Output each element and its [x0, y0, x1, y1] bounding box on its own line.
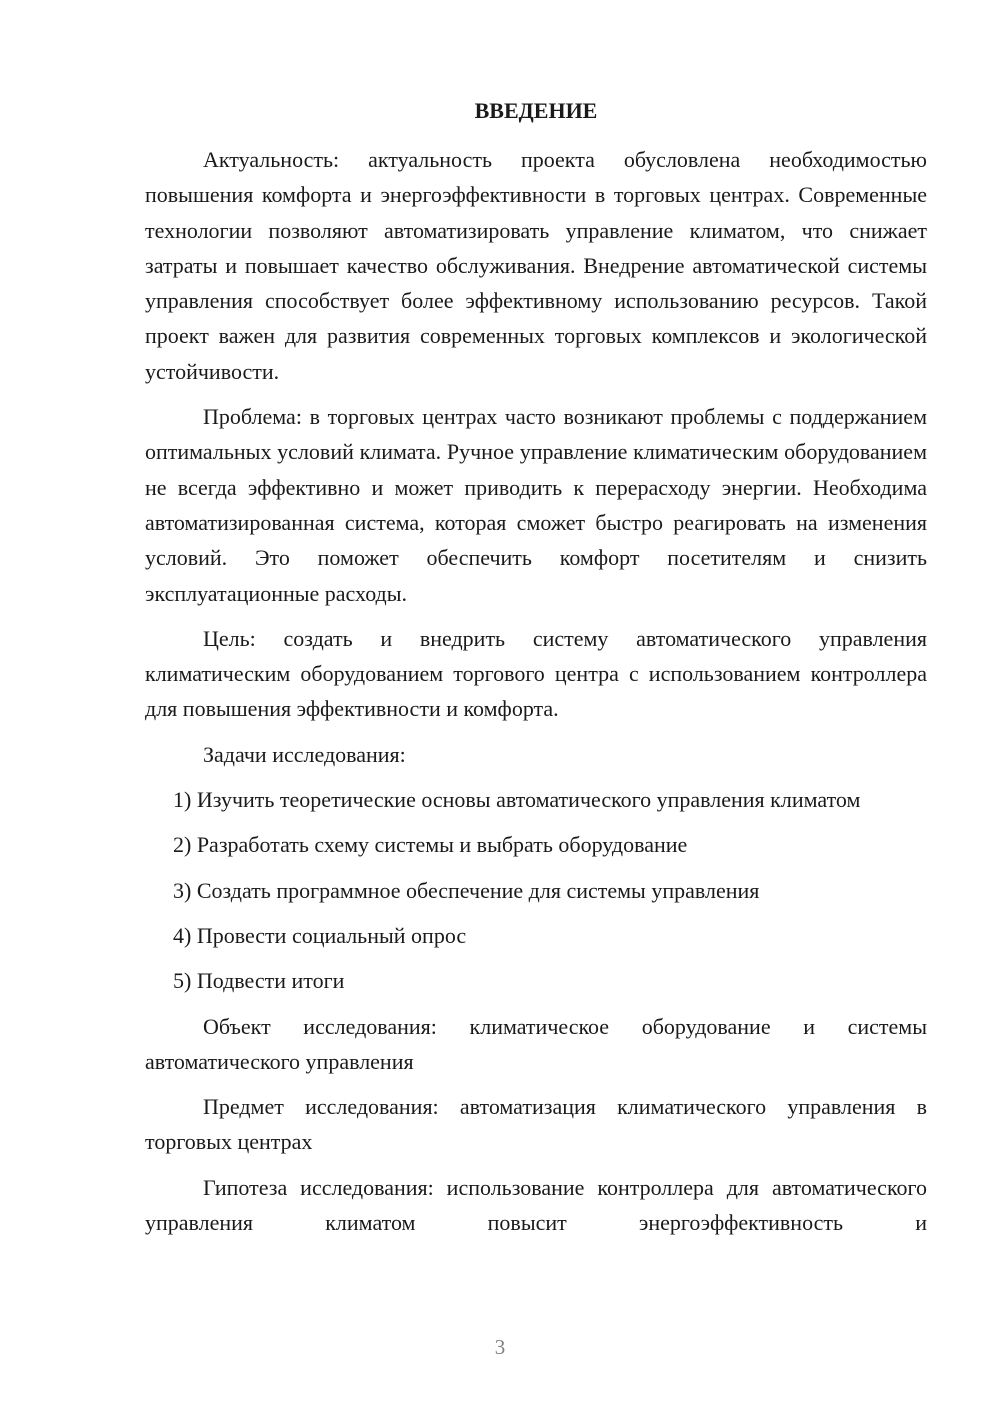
- paragraph-goal: Цель: создать и внедрить систему автоматического управления климатическим оборудованием торгового центра с использованием контроллера для повышения эффективности и комфорта.: [145, 625, 927, 722]
- list-item: 1) Изучить теоретические основы автоматического управления климатом: [173, 787, 861, 813]
- paragraph-object: Объект исследования: климатическое оборудование и системы автоматического управления: [145, 1013, 927, 1074]
- page-title: ВВЕДЕНИЕ: [474, 98, 598, 123]
- paragraph-subject: Предмет исследования: автоматизация климатического управления в торговых центрах: [145, 1094, 927, 1155]
- list-item: 5) Подвести итоги: [173, 968, 345, 994]
- page-number: 3: [494, 1335, 506, 1359]
- list-item: 3) Создать программное обеспечение для системы управления: [173, 877, 760, 903]
- paragraph-tasks-heading: Задачи исследования:: [203, 741, 406, 767]
- paragraph-relevance: Актуальность: актуальность проекта обусловлена необходимостью повышения комфорта и энергоэффективности в торговых центрах. Современные технологии позволяют автоматизировать управление климатом, что снижает затраты и повышает качество обслуживания. Внедрение автоматической системы управления способствует более эффективному использованию ресурсов. Такой проект важен для развития современных торговых комплексов и экологической устойчивости.: [145, 147, 927, 384]
- paragraph-hypothesis: Гипотеза исследования: использование контроллера для автоматического управления климатом повысит энергоэффективность и: [145, 1174, 927, 1236]
- paragraph-problem: Проблема: в торговых центрах часто возникают проблемы с поддержанием оптимальных условий климата. Ручное управление климатическим оборудованием не всегда эффективно и может приводить к перерасходу энергии. Необходима автоматизированная система, которая сможет быстро реагировать на изменения условий. Это поможет обеспечить комфорт посетителям и снизить эксплуатационные расходы.: [145, 404, 927, 606]
- list-item: 4) Провести социальный опрос: [173, 922, 467, 948]
- body-text: [145, 142, 927, 1250]
- list-item: 2) Разработать схему системы и выбрать оборудование: [173, 832, 688, 858]
